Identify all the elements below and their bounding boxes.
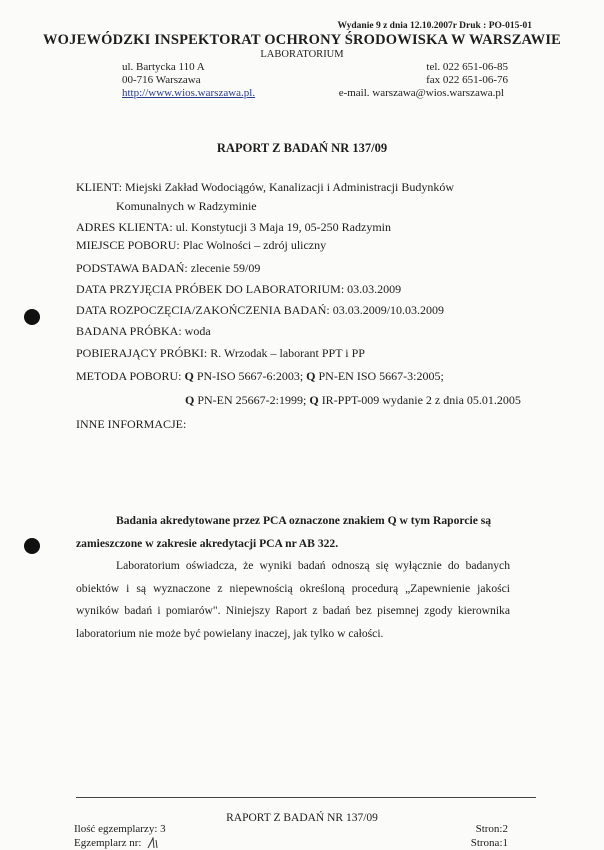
report-title: RAPORT Z BADAŃ NR 137/09	[216, 141, 388, 155]
method-label: METODA POBORU:	[76, 369, 182, 383]
copy-number	[74, 837, 162, 849]
organization-name: WOJEWÓDZKI INSPEKTORAT OCHRONY ŚRODOWISKA W WARSZAWIE	[42, 32, 562, 48]
accreditation-statement-line2: zamieszczone w zakresie akredytacji PCA nr AB 322.	[76, 536, 339, 550]
accreditation-mark-q: Q	[306, 369, 316, 383]
client-address-field: ADRES KLIENTA: ul. Konstytucji 3 Maja 19, 05-250 Radzymin	[76, 220, 392, 234]
date-received-field: DATA PRZYJĘCIA PRÓBEK DO LABORATORIUM: 03.03.2009	[76, 282, 402, 296]
footer-report-ref: RAPORT Z BADAŃ NR 137/09	[226, 812, 378, 824]
method-standard-2: PN-EN ISO 5667-3:2005;	[318, 369, 444, 383]
basis-field: PODSTAWA BADAŃ: zlecenie 59/09	[76, 261, 261, 275]
punch-hole-bottom	[24, 538, 40, 554]
copies-count: Ilość egzemplarzy: 3	[74, 823, 166, 835]
method-standard-4: IR-PPT-009 wydanie 2 z dnia 05.01.2005	[321, 393, 521, 407]
punch-hole-top	[24, 309, 40, 325]
copy-number-label: Egzemplarz nr:	[74, 837, 142, 849]
current-page: Strona:1	[470, 837, 508, 849]
method-standard-3: PN-EN 25667-2:1999;	[197, 393, 307, 407]
accreditation-mark-q: Q	[184, 369, 194, 383]
other-info-field: INNE INFORMACJE:	[76, 417, 187, 431]
sampling-method-field	[76, 369, 444, 384]
sampling-place-field: MIEJSCE POBORU: Plac Wolności – zdrój uliczny	[76, 238, 327, 252]
website-link[interactable]: http://www.wios.warszawa.pl.	[122, 87, 256, 99]
sample-field: BADANA PRÓBKA: woda	[76, 324, 211, 338]
footer-divider	[76, 797, 536, 798]
department-name: LABORATORIUM	[260, 49, 344, 60]
address-city: 00-716 Warszawa	[122, 74, 201, 86]
fax-number: fax 022 651-06-76	[426, 74, 508, 86]
accreditation-mark-q: Q	[185, 393, 195, 407]
method-standard-1: PN-ISO 5667-6:2003;	[196, 369, 304, 383]
handwritten-copy-number	[144, 837, 162, 849]
accreditation-block	[76, 510, 510, 645]
date-start-end-field: DATA ROZPOCZĘCIA/ZAKOŃCZENIA BADAŃ: 03.03.2009/10.03.2009	[76, 303, 445, 317]
email-address: e-mail. warszawa@wios.warszawa.pl	[338, 87, 504, 99]
phone-number: tel. 022 651-06-85	[426, 61, 508, 73]
total-pages: Stron:2	[475, 823, 508, 835]
client-field-continued: Komunalnych w Radzyminie	[116, 199, 257, 213]
sampler-field: POBIERAJĄCY PRÓBKI: R. Wrzodak – laborant PPT i PP	[76, 346, 365, 360]
laboratory-statement: Laboratorium oświadcza, że wyniki badań odnoszą się wyłącznie do badanych obiektów i są wyznaczone z niepewnością określoną procedurą „Zapewnienie jakości wyników badań i pomiarów". Niniejszy Raport z badań bez pisemnej zgody kierownika laboratorium nie może być powielany inaczej, jak tylko w całości.	[76, 559, 510, 640]
address-street: ul. Bartycka 110 A	[122, 61, 205, 73]
sampling-method-continued	[185, 393, 521, 408]
edition-info: Wydanie 9 z dnia 12.10.2007r Druk : PO-015-01	[337, 21, 532, 31]
accreditation-statement-line1: Badania akredytowane przez PCA oznaczone znakiem Q w tym Raporcie są	[116, 514, 492, 527]
client-field: KLIENT: Miejski Zakład Wodociągów, Kanalizacji i Administracji Budynków	[76, 180, 455, 194]
accreditation-mark-q: Q	[309, 393, 319, 407]
